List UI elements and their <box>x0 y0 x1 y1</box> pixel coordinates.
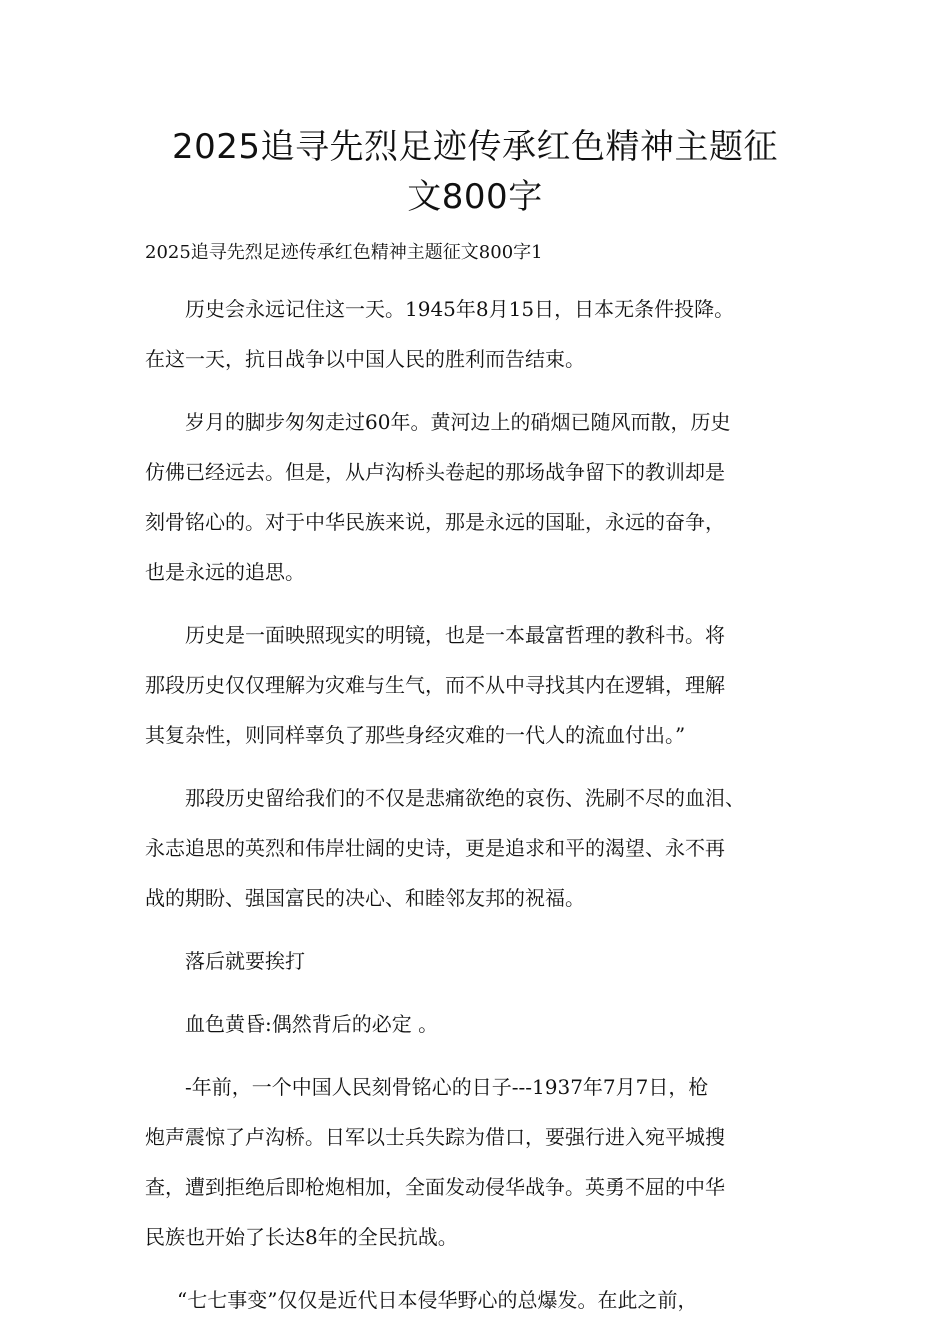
paragraph-2 <box>145 397 825 597</box>
document-body <box>145 284 825 1338</box>
paragraph-6 <box>145 1275 825 1325</box>
paragraph-line: “七七事变”仅仅是近代日本侵华野心的总爆发。在此之前， <box>177 1288 698 1312</box>
paragraph-line: 永志追思的英烈和伟岸壮阔的史诗，更是追求和平的渴望、永不再 <box>145 836 725 860</box>
paragraph-line: 战的期盼、强国富民的决心、和睦邻友邦的祝福。 <box>145 886 585 910</box>
paragraph-line: 其复杂性，则同样辜负了那些身经灾难的一代人的流血付出。” <box>145 723 686 747</box>
paragraph-4 <box>145 773 825 923</box>
paragraph-5 <box>145 1062 825 1262</box>
title-line-2: 文800字 <box>407 177 543 217</box>
paragraph-line: 查，遭到拒绝后即枪炮相加，全面发动侵华战争。英勇不屈的中华 <box>145 1175 725 1199</box>
paragraph-line: 历史会永远记住这一天。1945年8月15日，日本无条件投降。 <box>185 297 735 321</box>
paragraph-line: 仿佛已经远去。但是，从卢沟桥头卷起的那场战争留下的教训却是 <box>145 460 725 484</box>
section-heading-lagging-behind <box>145 936 825 986</box>
title-line-1: 2025追寻先烈足迹传承红色精神主题征 <box>171 127 779 167</box>
section-heading-bloody-dusk <box>145 999 825 1049</box>
paragraph-line: 在这一天，抗日战争以中国人民的胜利而告结束。 <box>145 347 585 371</box>
paragraph-line: 刻骨铭心的。对于中华民族来说，那是永远的国耻，永远的奋争， <box>145 510 725 534</box>
paragraph-line: 那段历史留给我们的不仅是悲痛欲绝的哀伤、洗刷不尽的血泪、 <box>185 786 745 810</box>
paragraph-line: 炮声震惊了卢沟桥。日军以士兵失踪为借口，要强行进入宛平城搜 <box>145 1125 725 1149</box>
paragraph-line: 血色黄昏:偶然背后的必定 。 <box>185 1012 439 1036</box>
paragraph-1 <box>145 284 825 384</box>
paragraph-line: 民族也开始了长达8年的全民抗战。 <box>145 1225 458 1249</box>
paragraph-line: -年前，一个中国人民刻骨铭心的日子---1937年7月7日，枪 <box>185 1075 709 1099</box>
paragraph-line: 岁月的脚步匆匆走过60年。黄河边上的硝烟已随风而散，历史 <box>185 410 731 434</box>
paragraph-line: 那段历史仅仅理解为灾难与生气，而不从中寻找其内在逻辑，理解 <box>145 673 725 697</box>
document-subtitle: 2025追寻先烈足迹传承红色精神主题征文800字1 <box>145 242 543 263</box>
paragraph-3 <box>145 610 825 760</box>
document-title <box>120 122 830 222</box>
paragraph-line: 也是永远的追思。 <box>145 560 305 584</box>
paragraph-line: 历史是一面映照现实的明镜，也是一本最富哲理的教科书。将 <box>185 623 725 647</box>
paragraph-line: 落后就要挨打 <box>185 949 305 973</box>
